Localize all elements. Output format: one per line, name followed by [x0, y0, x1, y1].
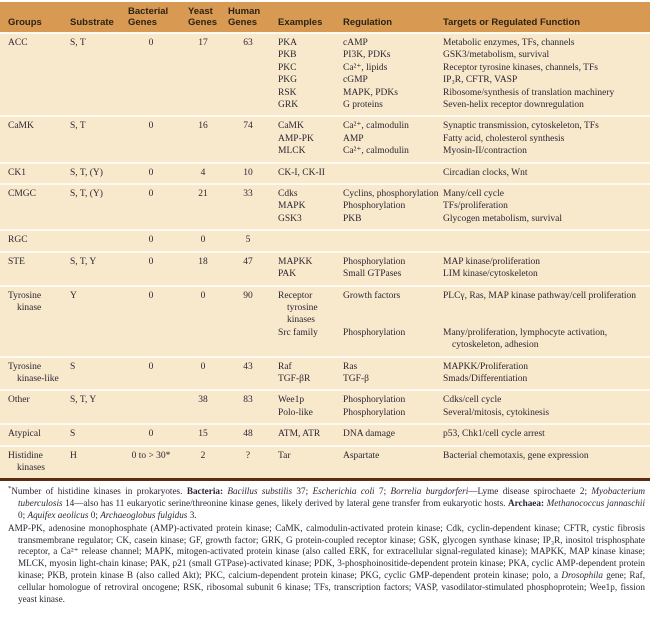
table-row	[278, 145, 650, 157]
example-rows	[278, 37, 650, 111]
human-genes-cell: 43	[243, 361, 253, 372]
example-rows	[278, 188, 650, 225]
group-cell: ACC	[8, 38, 28, 48]
example-cell: Cdks	[278, 189, 298, 200]
table-body	[0, 34, 650, 481]
regulation-cell: Ca²⁺, lipids	[343, 62, 388, 73]
table-row	[278, 213, 650, 225]
example-cell: Wee1p	[278, 395, 305, 406]
table-row	[278, 407, 650, 419]
bacterial-genes-cell: 0 to > 30*	[131, 450, 171, 461]
regulation-cell: Cyclins, phosphorylation	[343, 189, 439, 200]
table-row	[278, 200, 650, 212]
table-row	[278, 37, 650, 49]
yeast-genes-cell: 0	[200, 361, 206, 372]
example-rows	[278, 361, 650, 386]
example-cell: GRK	[278, 100, 299, 111]
bacterial-genes-cell: 0	[148, 38, 154, 48]
human-genes-cell: 48	[243, 429, 253, 440]
regulation-cell: PKB	[343, 213, 362, 224]
col-header-substrate: Substrate	[70, 17, 114, 28]
example-cell: AMP-PK	[278, 133, 314, 144]
example-cell: CK-I, CK-II	[278, 167, 325, 178]
example-cell: Receptor tyrosine kinases	[278, 290, 318, 326]
yeast-genes-cell: 2	[200, 450, 206, 461]
kinase-table	[0, 2, 650, 481]
regulation-cell: Ca²⁺, calmodulin	[343, 146, 409, 157]
col-header-human-genes: Human Genes	[228, 6, 261, 28]
table-row	[278, 373, 650, 385]
yeast-genes-cell: 0	[200, 235, 206, 246]
example-cell: PKG	[278, 75, 298, 86]
example-cell: CaMK	[278, 121, 304, 132]
example-cell: GSK3	[278, 213, 302, 224]
targets-cell: Glycogen metabolism, survival	[443, 213, 562, 224]
example-cell: Raf	[278, 361, 292, 372]
table-row	[278, 167, 650, 179]
example-cell: MLCK	[278, 146, 306, 157]
group-cell: Atypical	[8, 429, 41, 440]
regulation-cell: Phosphorylation	[343, 327, 406, 338]
regulation-cell: Phosphorylation	[343, 256, 406, 267]
table-row	[278, 394, 650, 406]
footnote-abbreviations: AMP-PK, adenosine monophosphate (AMP)-activated protein kinase; CaMK, calmodulin-activated protein kinase; Cdk, cyclin-dependent kinase; CFTR, cystic fibrosis transmembrane regulator; CK, casein kinase; GF, growth factor; GRK, G protein-coupled receptor kinase; GSK, glycogen synthase kinase; IP₃R, inositol trisphosphate receptor, a Ca²⁺ release channel; MAPK, mitogen-activated protein kinase (also called ERK, for extracellular signal-regulated kinase); MAPKK, MAP kinase kinase; MLCK, myosin light-chain kinase; PAK, p21 (small GTPase)-activated kinase; PDK, 3-phosphoinositide-dependent protein kinase; PKA, cyclic AMP-dependent protein kinase; PKB, protein kinase B (also called Akt); PKC, calcium-dependent protein kinase; PKG, cyclic GMP-dependent protein kinase; polo, a Drosophila gene; Raf, cellular homologue of retroviral oncogene; RSK, ribosomal subunit 6 kinase; TFs, transcription factors; VASP, vasodilator-stimulated phosphoprotein; Wee1p, fission yeast kinase.	[8, 522, 645, 604]
table-row	[278, 62, 650, 74]
group-cell: CMGC	[8, 189, 36, 200]
table-row	[278, 99, 650, 111]
targets-cell: Many/proliferation, lymphocyte activation, cytoskeleton, adhesion	[443, 327, 608, 351]
targets-cell: Bacterial chemotaxis, gene expression	[443, 450, 589, 461]
targets-cell: Receptor tyrosine kinases, channels, TFs	[443, 62, 598, 73]
targets-cell: Circadian clocks, Wnt	[443, 167, 528, 178]
regulation-cell: Phosphorylation	[343, 395, 406, 406]
example-rows	[278, 450, 650, 475]
regulation-cell: MAPK, PDKs	[343, 87, 398, 98]
col-header-yeast-genes: Yeast Genes	[188, 6, 218, 28]
yeast-genes-cell: 18	[198, 256, 208, 267]
yeast-genes-cell: 21	[198, 189, 208, 200]
yeast-genes-cell: 16	[198, 121, 208, 132]
table-row	[278, 87, 650, 99]
example-rows	[278, 428, 650, 440]
kinase-classification-page	[0, 2, 650, 638]
example-rows	[278, 394, 650, 419]
regulation-cell: cGMP	[343, 75, 368, 86]
regulation-cell: Ras	[343, 361, 358, 372]
example-rows	[278, 167, 650, 179]
col-header-groups: Groups	[8, 17, 42, 28]
targets-cell: Metabolic enzymes, TFs, channels	[443, 38, 575, 48]
substrate-cell: S, T, Y	[70, 256, 97, 267]
human-genes-cell: 5	[245, 235, 251, 246]
example-cell: Tar	[278, 450, 291, 461]
footnotes	[0, 481, 650, 605]
yeast-genes-cell: 38	[198, 395, 208, 406]
table-section	[0, 34, 650, 115]
example-cell: PKA	[278, 38, 298, 48]
col-header-targets: Targets or Regulated Function	[443, 17, 581, 28]
regulation-cell: Phosphorylation	[343, 407, 406, 418]
bacterial-genes-cell: 0	[148, 189, 154, 200]
targets-cell: Cdks/cell cycle	[443, 395, 502, 406]
targets-cell: Ribosome/synthesis of translation machinery	[443, 87, 615, 98]
human-genes-cell: 83	[243, 395, 253, 406]
table-section	[0, 356, 650, 390]
human-genes-cell: ?	[245, 450, 251, 461]
group-cell: CK1	[8, 167, 26, 178]
substrate-cell: S	[70, 429, 76, 440]
table-header	[0, 2, 650, 34]
col-header-examples: Examples	[278, 17, 323, 28]
col-header-regulation: Regulation	[343, 17, 393, 28]
table-row	[278, 290, 650, 327]
bacterial-genes-cell: 0	[148, 290, 154, 301]
regulation-cell: Aspartate	[343, 450, 380, 461]
table-section	[0, 251, 650, 285]
table-row	[278, 133, 650, 145]
table-section	[0, 389, 650, 423]
yeast-genes-cell: 17	[198, 38, 208, 48]
group-cell: CaMK	[8, 121, 34, 132]
substrate-cell: S, T	[70, 38, 86, 48]
targets-cell: Smads/Differentiation	[443, 373, 528, 384]
human-genes-cell: 47	[243, 256, 253, 267]
substrate-cell: S, T, (Y)	[70, 167, 103, 178]
regulation-cell: Growth factors	[343, 290, 401, 301]
targets-cell: MAPKK/Proliferation	[443, 361, 528, 372]
table-section	[0, 445, 650, 479]
targets-cell: PLCγ, Ras, MAP kinase pathway/cell proliferation	[443, 290, 637, 301]
table-row	[278, 268, 650, 280]
targets-cell: p53, Chk1/cell cycle arrest	[443, 429, 545, 440]
example-cell: PKC	[278, 62, 297, 73]
bacterial-genes-cell: 0	[148, 167, 154, 178]
table-row	[278, 49, 650, 61]
table-section	[0, 162, 650, 183]
human-genes-cell: 63	[243, 38, 253, 48]
targets-cell: GSK3/metabolism, survival	[443, 50, 550, 61]
targets-cell: Synaptic transmission, cytoskeleton, TFs	[443, 121, 599, 132]
table-row	[278, 428, 650, 440]
example-cell: PKB	[278, 50, 297, 61]
example-rows	[278, 290, 650, 352]
example-cell: Src family	[278, 327, 318, 338]
substrate-cell: Y	[70, 290, 77, 301]
footnote-histidine-kinases: *Number of histidine kinases in prokaryotes. Bacteria: Bacillus substilis 37; Escherichia coli 7; Borrelia burgdorferi—Lyme disease spirochaete 2; Myobacterium tuberculosis 14—also has 11 eukaryotic serine/threonine kinase genes, likely derived by lateral gene transfer from eukaryotic hosts. Archaea: Methanococcus jannaschii 0; Aquifex aeolicus 0; Archaeoglobus fulgidus 3.	[8, 485, 646, 520]
table-section	[0, 183, 650, 229]
group-cell: Other	[8, 395, 30, 406]
example-cell: MAPK	[278, 201, 306, 212]
yeast-genes-cell: 4	[200, 167, 206, 178]
example-cell: RSK	[278, 87, 297, 98]
bacterial-genes-cell: 0	[148, 256, 154, 267]
table-section	[0, 423, 650, 444]
table-row	[278, 450, 650, 462]
targets-cell: Several/mitosis, cytokinesis	[443, 407, 550, 418]
table-section	[0, 285, 650, 356]
example-cell: MAPKK	[278, 256, 313, 267]
group-cell: Tyrosine kinase	[8, 290, 42, 313]
example-rows	[278, 120, 650, 157]
human-genes-cell: 74	[243, 121, 253, 132]
regulation-cell	[343, 167, 443, 179]
table-section	[0, 115, 650, 161]
group-cell: Histidine kinases	[8, 450, 45, 473]
substrate-cell: S, T	[70, 121, 86, 132]
regulation-cell: Phosphorylation	[343, 201, 406, 212]
substrate-cell	[70, 234, 128, 246]
table-row	[278, 327, 650, 352]
example-rows	[278, 234, 650, 246]
regulation-cell: cAMP	[343, 38, 368, 48]
targets-cell: IP₃R, CFTR, VASP	[443, 75, 518, 86]
yeast-genes-cell: 0	[200, 290, 206, 301]
targets-cell: Many/cell cycle	[443, 189, 504, 200]
col-header-bacterial-genes: Bacterial Genes	[128, 6, 169, 28]
substrate-cell: S, T, Y	[70, 395, 97, 406]
targets-cell: MAP kinase/proliferation	[443, 256, 541, 267]
group-cell: RGC	[8, 235, 28, 246]
table-row	[278, 120, 650, 132]
targets-cell: LIM kinase/cytoskeleton	[443, 269, 538, 280]
group-cell: STE	[8, 256, 25, 267]
human-genes-cell: 33	[243, 189, 253, 200]
example-cell: TGF-βR	[278, 373, 311, 384]
targets-cell: Myosin-II/contraction	[443, 146, 527, 157]
bacterial-genes-cell: 0	[148, 361, 154, 372]
human-genes-cell: 90	[243, 290, 253, 301]
substrate-cell: S, T, (Y)	[70, 189, 103, 200]
human-genes-cell: 10	[243, 167, 253, 178]
example-cell: PAK	[278, 269, 297, 280]
substrate-cell: S	[70, 361, 76, 372]
example-cell: ATM, ATR	[278, 429, 321, 440]
targets-cell: TFs/proliferation	[443, 201, 508, 212]
table-section	[0, 229, 650, 250]
table-row	[278, 361, 650, 373]
regulation-cell: Small GTPases	[343, 269, 402, 280]
example-cell: Polo-like	[278, 407, 313, 418]
bacterial-genes-cell: 0	[148, 429, 154, 440]
regulation-cell: PI3K, PDKs	[343, 50, 391, 61]
regulation-cell: DNA damage	[343, 429, 395, 440]
example-rows	[278, 256, 650, 281]
group-cell: Tyrosine kinase-like	[8, 361, 59, 384]
table-row	[278, 74, 650, 86]
regulation-cell: TGF-β	[343, 373, 369, 384]
yeast-genes-cell: 15	[198, 429, 208, 440]
table-row	[278, 188, 650, 200]
bacterial-genes-cell	[128, 394, 188, 419]
table-row	[278, 256, 650, 268]
regulation-cell: AMP	[343, 133, 364, 144]
bacterial-genes-cell: 0	[148, 235, 154, 246]
regulation-cell: G proteins	[343, 100, 383, 111]
targets-cell: Fatty acid, cholesterol synthesis	[443, 133, 565, 144]
substrate-cell: H	[70, 450, 77, 461]
bacterial-genes-cell: 0	[148, 121, 154, 132]
targets-cell: Seven-helix receptor downregulation	[443, 100, 584, 111]
regulation-cell: Ca²⁺, calmodulin	[343, 121, 409, 132]
